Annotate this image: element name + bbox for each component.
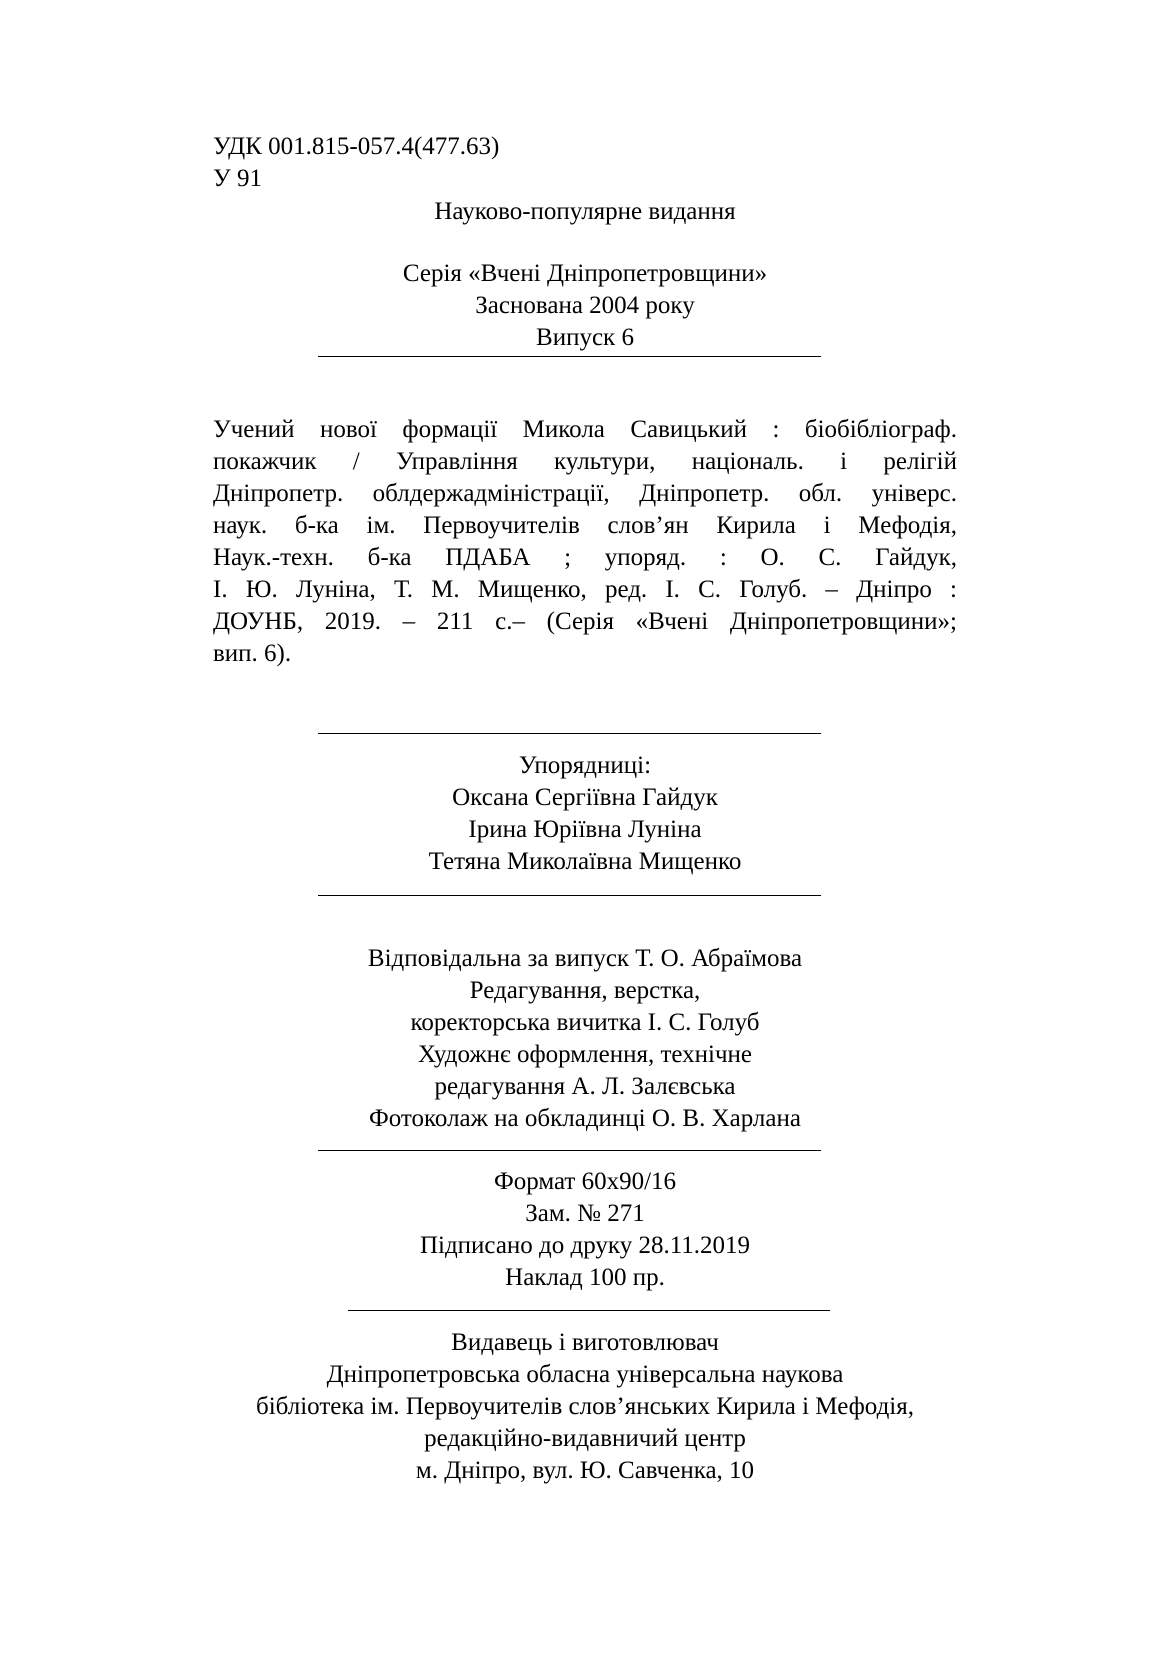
description-line: Наук.-техн. б-ка ПДАБА ; упоряд. : О. С. Гайдук, bbox=[213, 544, 957, 571]
credit-line: Редагування, верстка, bbox=[469, 977, 701, 1004]
credits-section bbox=[213, 943, 957, 1135]
compiler-name: Ірина Юріївна Луніна bbox=[468, 816, 702, 843]
print-info-section bbox=[213, 1166, 957, 1294]
divider bbox=[318, 1150, 821, 1151]
print-signed: Підписано до друку 28.11.2019 bbox=[419, 1232, 751, 1259]
print-run: Наклад 100 пр. bbox=[505, 1264, 665, 1291]
compilers-heading: Упорядниці: bbox=[518, 752, 652, 779]
description-line: ДОУНБ, 2019. – 211 с.– (Серія «Вчені Дніпропетровщини»; bbox=[213, 608, 957, 635]
description-line: І. Ю. Луніна, Т. М. Мищенко, ред. І. С. Голуб. – Дніпро : bbox=[213, 576, 957, 603]
description-line: Дніпропетр. облдержадміністрації, Дніпропетр. обл. універс. bbox=[213, 480, 957, 507]
description-line: Учений нової формації Микола Савицький : біобібліограф. bbox=[213, 416, 957, 443]
divider bbox=[318, 356, 821, 357]
bbk-code: У 91 bbox=[213, 165, 262, 192]
description-line: вип. 6). bbox=[213, 640, 292, 667]
print-order: Зам. № 271 bbox=[525, 1200, 645, 1227]
credit-line: редагування А. Л. Залєвська bbox=[434, 1073, 736, 1100]
edition-type bbox=[213, 196, 957, 228]
series-issue: Випуск 6 bbox=[536, 324, 634, 351]
print-format: Формат 60х90/16 bbox=[493, 1168, 677, 1195]
publisher-section bbox=[213, 1327, 957, 1487]
compiler-name: Тетяна Миколаївна Мищенко bbox=[428, 848, 742, 875]
description-line: наук. б-ка ім. Первоучителів слов’ян Кирила і Мефодія, bbox=[213, 512, 957, 539]
divider bbox=[318, 895, 821, 896]
compiler-name: Оксана Сергіївна Гайдук bbox=[452, 784, 718, 811]
divider bbox=[318, 733, 821, 734]
publisher-line: Видавець і виготовлювач bbox=[451, 1329, 719, 1356]
publisher-line: м. Дніпро, вул. Ю. Савченка, 10 bbox=[415, 1457, 755, 1484]
publisher-line: Дніпропетровська обласна універсальна наукова bbox=[326, 1361, 844, 1388]
bibliographic-description bbox=[213, 414, 957, 670]
credit-line: коректорська вичитка І. С. Голуб bbox=[410, 1009, 760, 1036]
credit-line: Фотоколаж на обкладинці О. В. Харлана bbox=[369, 1105, 801, 1132]
series-info bbox=[213, 258, 957, 354]
publisher-line: бібліотека ім. Первоучителів слов’янських Кирила і Мефодія, bbox=[255, 1393, 915, 1420]
credit-line: Художнє оформлення, технічне bbox=[417, 1041, 753, 1068]
udk-code: УДК 001.815-057.4(477.63) bbox=[213, 133, 500, 160]
publisher-line: редакційно-видавничий центр bbox=[424, 1425, 746, 1452]
description-line: покажчик / Управління культури, національ. і релігій bbox=[213, 448, 957, 475]
divider bbox=[348, 1310, 830, 1311]
credit-line: Відповідальна за випуск Т. О. Абраїмова bbox=[367, 945, 803, 972]
series-name: Серія «Вчені Дніпропетровщини» bbox=[402, 260, 768, 287]
series-founded: Заснована 2004 року bbox=[475, 292, 695, 319]
classification-codes bbox=[213, 131, 499, 195]
compilers-section bbox=[213, 750, 957, 878]
edition-type-text: Науково-популярне видання bbox=[434, 198, 736, 225]
